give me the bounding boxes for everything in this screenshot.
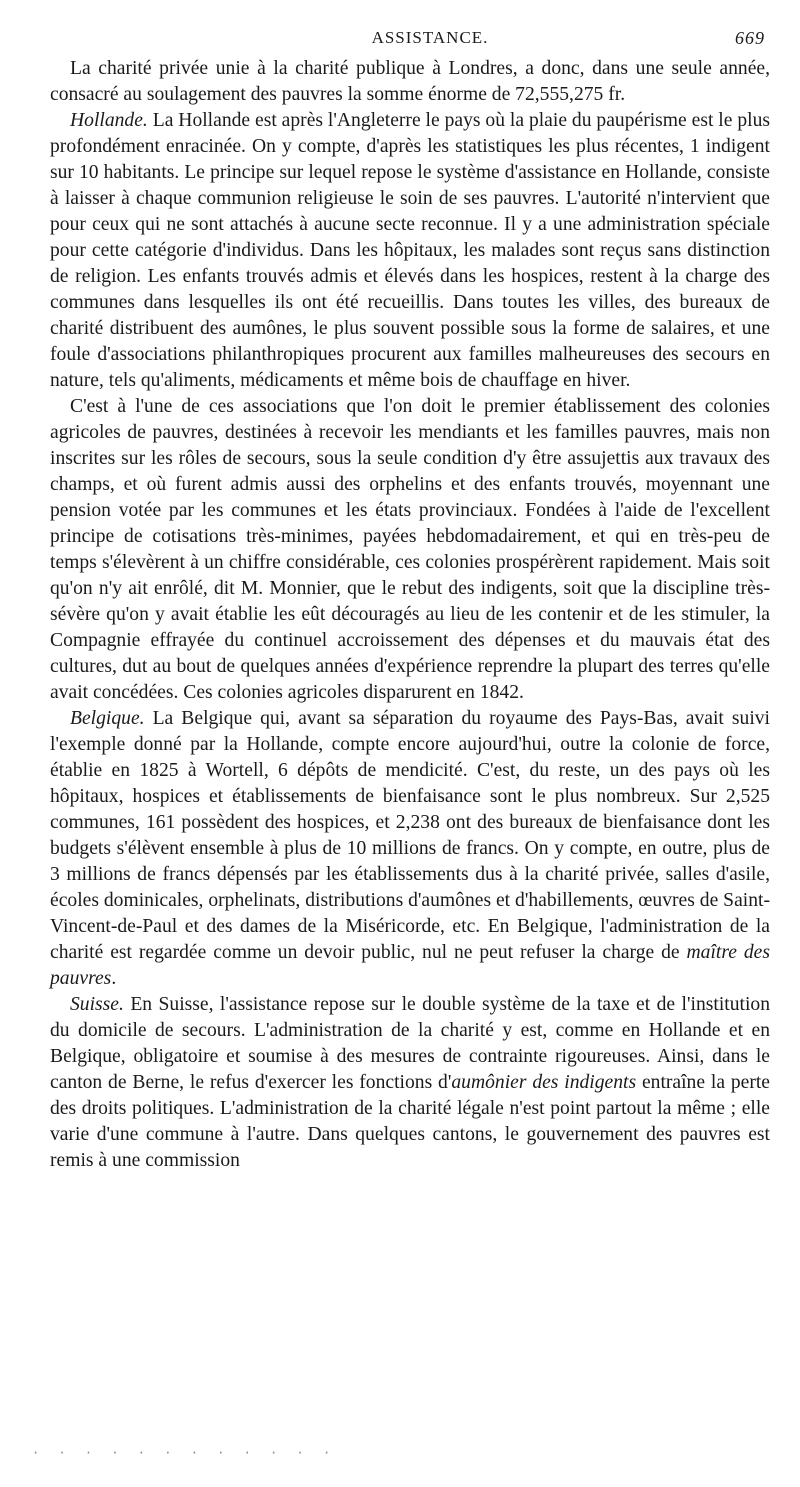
- paragraph-text: C'est à l'une de ces associations que l'on doit le premier établissement des colonies agricoles de pauvres, destinées à recevoir les mendiants et les familles pauvres, mais non inscrites sur les rôles de secours, sous la seule condition d'y être assujettis aux travaux des champs, et où furent admis aussi des orphelins et des enfants trouvés, moyennant une pension votée par les communes et les états provinciaux. Fondées à l'aide de l'excellent principe de cotisations très-minimes, payées hebdomadairement, et qui en très-peu de temps s'élevèrent à un chiffre considérable, ces colonies prospérèrent rapidement. Mais soit qu'on n'y ait enrôlé, dit M. Monnier, que le rebut des indigents, soit que la discipline très-sévère qu'on y avait établie les eût découragés au lieu de les contenir et de les stimuler, la Compagnie effrayée du continuel accroissement des dépenses et du mauvais état des cultures, dut au bout de quelques années d'expérience reprendre la plupart des terres qu'elle avait concédées. Ces colonies agricoles disparurent en 1842.: [50, 396, 770, 703]
- italic-term: aumônier des indigents: [451, 1072, 637, 1093]
- italic-term: maître des pauvres: [50, 942, 770, 989]
- section-heading-suisse: Suisse.: [70, 994, 124, 1015]
- body-text: [50, 56, 770, 1174]
- paragraph-text-continued: entraîne la perte des droits politiques. L'administration de la charité légale n'est point partout la même ; elle varie d'une commune à l'autre. Dans quelques cantons, le gouvernement des pauvres est remis à une commission: [50, 1072, 771, 1171]
- paragraph-suisse: [50, 992, 770, 1174]
- paragraph-tail: .: [111, 968, 117, 989]
- running-title: ASSISTANCE.: [371, 28, 489, 47]
- section-heading-hollande: Hollande.: [70, 110, 148, 131]
- page-footer-marks: · · · · · · · · · · · ·: [32, 1446, 337, 1460]
- paragraph-belgique: [50, 706, 770, 992]
- paragraph-text: La Hollande est après l'Angleterre le pays où la plaie du paupérisme est le plus profondément enracinée. On y compte, d'après les statistiques les plus récentes, 1 indigent sur 10 habitants. Le principe sur lequel repose le système d'assistance en Hollande, consiste à laisser à chaque communion religieuse le soin de ses pauvres. L'autorité n'intervient que pour ceux qui ne sont attachés à aucune secte reconnue. Il y a une administration spéciale pour cette catégorie d'individus. Dans les hôpitaux, les malades sont reçus sans distinction de religion. Les enfants trouvés admis et élevés dans les hospices, restent à la charge des communes dans lesquelles ils ont été recueillis. Dans toutes les villes, des bureaux de charité distribuent des aumônes, le plus souvent possible sous la forme de salaires, et une foule d'associations philanthropiques procurent aux familles malheureuses des secours en nature, tels qu'aliments, médicaments et même bois de chauffage en hiver.: [50, 110, 770, 391]
- paragraph-text: En Suisse, l'assistance repose sur le double système de la taxe et de l'institution du domicile de secours. L'administration de la charité y est, comme en Hollande et en Belgique, obligatoire et soumise à des mesures de contrainte rigoureuses. Ainsi, dans le canton de Berne, le refus d'exercer les fonctions d': [50, 994, 770, 1093]
- paragraph-colonies: [50, 394, 770, 706]
- book-page: [50, 28, 770, 1174]
- paragraph-hollande: [50, 108, 770, 394]
- paragraph-text: La charité privée unie à la charité publique à Londres, a donc, dans une seule année, consacré au soulagement des pauvres la somme énorme de 72,555,275 fr.: [50, 58, 770, 105]
- paragraph-london: [50, 56, 770, 108]
- running-header: [50, 28, 770, 56]
- paragraph-text: La Belgique qui, avant sa séparation du royaume des Pays-Bas, avait suivi l'exemple donné par la Hollande, compte encore aujourd'hui, outre la colonie de force, établie en 1825 à Wortell, 6 dépôts de mendicité. C'est, du reste, un des pays où les hôpitaux, hospices et établissements de bienfaisance sont le plus nombreux. Sur 2,525 communes, 161 possèdent des hospices, et 2,238 ont des bureaux de bienfaisance dont les budgets s'élèvent ensemble à plus de 10 millions de francs. On y compte, en outre, plus de 3 millions de francs dépensés par les établissements dus à la charité privée, salles d'asile, écoles dominicales, orphelinats, distributions d'aumônes et d'habillements, œuvres de Saint-Vincent-de-Paul et des dames de la Miséricorde, etc. En Belgique, l'administration de la charité est regardée comme un devoir public, nul ne peut refuser la charge de: [50, 708, 770, 963]
- section-heading-belgique: Belgique.: [70, 708, 145, 729]
- page-number: 669: [735, 28, 765, 48]
